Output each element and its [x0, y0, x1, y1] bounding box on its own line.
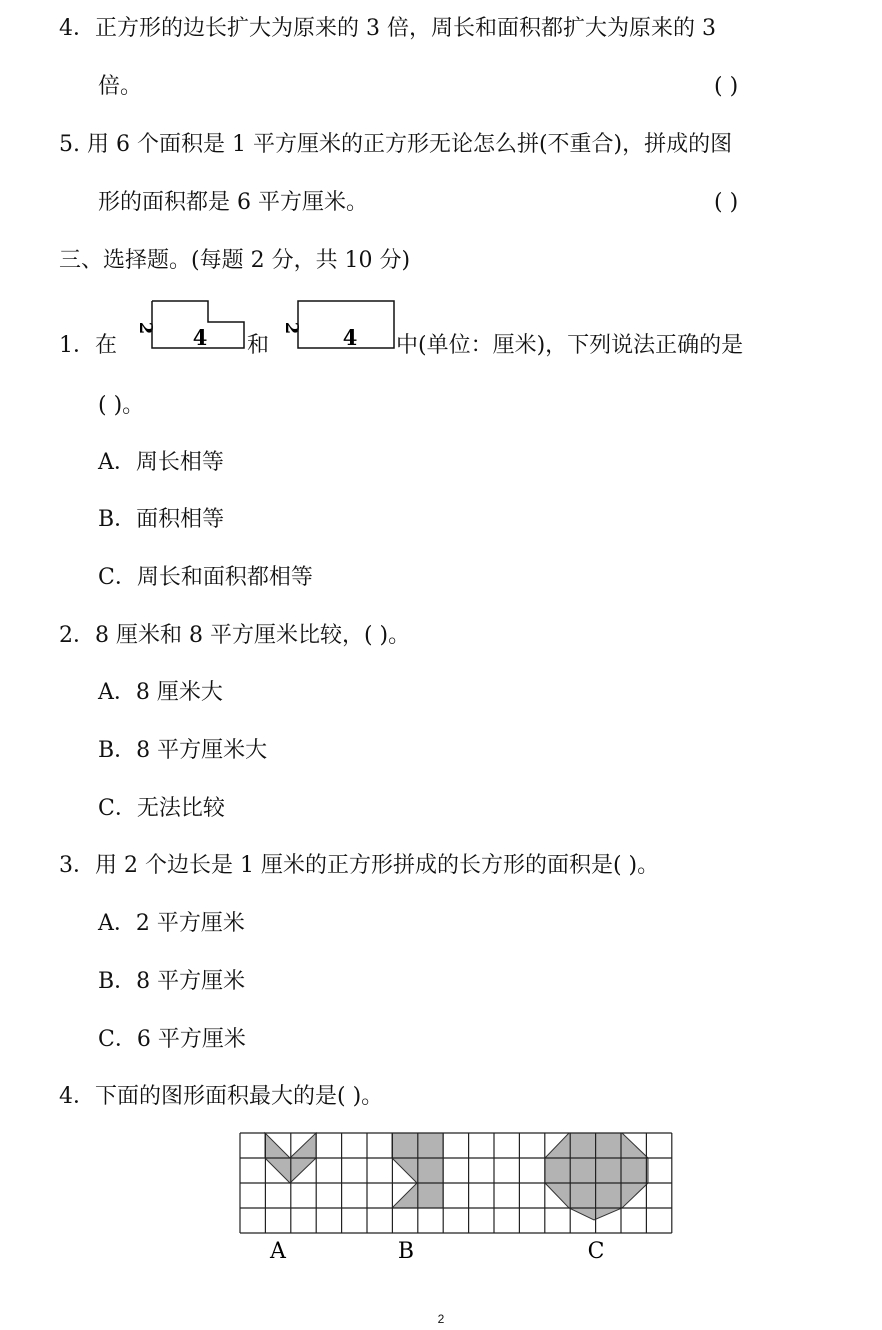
q2-option-a[interactable]: A．8 厘米大: [98, 680, 223, 705]
q1-option-c[interactable]: C．周长和面积都相等: [98, 565, 313, 590]
page-number: 2: [437, 1312, 445, 1326]
q1-mid-text: 和: [247, 333, 270, 358]
q1-prefix: 1．在: [59, 333, 117, 358]
q4-label-c: C: [587, 1239, 605, 1264]
q1-option-a[interactable]: A．周长相等: [98, 450, 224, 475]
q4-grid-figure: [232, 1125, 692, 1265]
q1-shape1-length-label: 4: [192, 325, 208, 350]
q2-stem: 2．8 厘米和 8 平方厘米比较，( )。: [59, 623, 411, 648]
q1-shape2-figure: [272, 298, 398, 354]
q4-label-b: B: [397, 1239, 415, 1264]
q4-shape-c: [545, 1133, 648, 1220]
q3-option-c[interactable]: C．6 平方厘米: [98, 1027, 246, 1052]
judge-q4-answer-blank[interactable]: ( ): [714, 74, 739, 99]
q3-option-b[interactable]: B．8 平方厘米: [98, 969, 246, 994]
q3-stem: 3．用 2 个边长是 1 厘米的正方形拼成的长方形的面积是( )。: [59, 853, 660, 878]
q1-shape2-side-label: 2: [281, 321, 302, 335]
q1-shape1-figure: [126, 298, 248, 354]
judge-q4-line2: 倍。: [98, 74, 143, 99]
section-title: 三、选择题。(每题 2 分，共 10 分): [59, 248, 411, 273]
q1-suffix: 中(单位：厘米)，下列说法正确的是: [396, 333, 744, 358]
q1-shape2-length-label: 4: [342, 325, 358, 350]
q4-label-a: A: [270, 1239, 286, 1264]
q3-option-a[interactable]: A．2 平方厘米: [98, 911, 245, 936]
judge-q5-answer-blank[interactable]: ( ): [714, 190, 739, 215]
judge-q4-line1: 4．正方形的边长扩大为原来的 3 倍，周长和面积都扩大为原来的 3: [59, 16, 716, 41]
q4-stem: 4．下面的图形面积最大的是( )。: [59, 1084, 384, 1109]
judge-q5-line1: 5. 用 6 个面积是 1 平方厘米的正方形无论怎么拼(不重合)，拼成的图: [59, 132, 733, 157]
q1-option-b[interactable]: B．面积相等: [98, 507, 225, 532]
q2-option-c[interactable]: C．无法比较: [98, 796, 225, 821]
q1-shape1-side-label: 2: [135, 321, 156, 335]
q1-answer-blank[interactable]: ( )。: [98, 393, 145, 418]
judge-q5-line2: 形的面积都是 6 平方厘米。: [98, 190, 368, 215]
q2-option-b[interactable]: B．8 平方厘米大: [98, 738, 268, 763]
